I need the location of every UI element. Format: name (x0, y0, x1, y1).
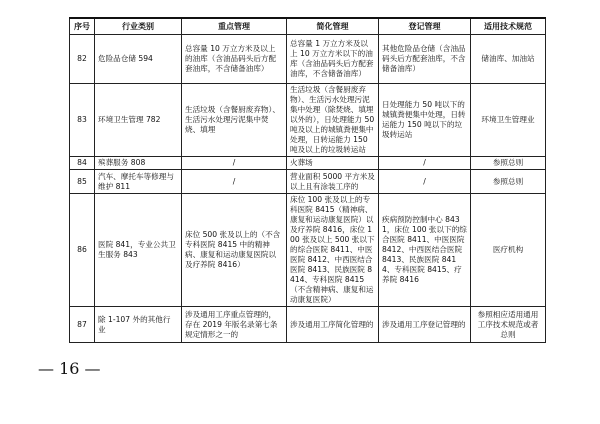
row-key: 生活垃圾（含餐厨废弃物）、生活污水处理污泥集中焚烧、填埋 (182, 84, 287, 157)
row-register: 涉及通用工序登记管理的 (379, 307, 471, 343)
header-simplified-management: 简化管理 (287, 18, 379, 35)
row-spec: 参照总则 (471, 157, 546, 170)
table-row (70, 170, 546, 194)
row-category: 汽车、摩托车等修理与维护 811 (95, 170, 182, 194)
row-spec: 储油库、加油站 (471, 35, 546, 84)
row-no: 83 (70, 84, 95, 157)
table-row (70, 307, 546, 343)
row-simplified: 床位 100 张及以上的专科医院 8415（精神病、康复和运动康复医院）以及疗养院 8416，床位 100 张及以上 500 张以下的综合医院 8411、中医医院 8412、中西医结合医院 8413、民族医院 8414、专科医院 8415（不含精神病、康复和运动康复医院） (287, 194, 379, 307)
table-row (70, 35, 546, 84)
table-row (70, 84, 546, 157)
table-row (70, 157, 546, 170)
row-simplified: 生活垃圾（含餐厨废弃物）、生活污水处理污泥集中处理（除焚烧、填埋以外的），日处理能力 50 吨及以上的城镇粪便集中处理，日转运能力 150 吨及以上的垃圾转运站 (287, 84, 379, 157)
header-applicable-spec: 适用技术规范 (471, 18, 546, 35)
header-registration-management: 登记管理 (379, 18, 471, 35)
row-spec: 医疗机构 (471, 194, 546, 307)
row-key: 涉及通用工序重点管理的，存在 2019 年版名录第七条规定情形之一的 (182, 307, 287, 343)
row-no: 84 (70, 157, 95, 170)
row-simplified: 总容量 1 万立方米及以上 10 万立方米以下的油库（含油品码头后方配套油库，不含储备油库） (287, 35, 379, 84)
row-spec: 参照总则 (471, 170, 546, 194)
row-no: 87 (70, 307, 95, 343)
row-register: 日处理能力 50 吨以下的城镇粪便集中处理，日转运能力 150 吨以下的垃圾转运站 (379, 84, 471, 157)
row-category: 殡葬服务 808 (95, 157, 182, 170)
row-no: 85 (70, 170, 95, 194)
row-key: 总容量 10 万立方米及以上的油库（含油品码头后方配套油库，不含储备油库） (182, 35, 287, 84)
row-no: 86 (70, 194, 95, 307)
row-category: 危险品仓储 594 (95, 35, 182, 84)
header-no: 序号 (70, 18, 95, 35)
row-simplified: 火葬场 (287, 157, 379, 170)
row-category: 环境卫生管理 782 (95, 84, 182, 157)
page-number: — 16 — (38, 359, 101, 378)
row-key: / (182, 170, 287, 194)
row-spec: 参照相应适用通用工序技术规范或者总则 (471, 307, 546, 343)
row-key: 床位 500 张及以上的（不含专科医院 8415 中的精神病、康复和运动康复医院以及疗养院 8416） (182, 194, 287, 307)
row-category: 医院 841，专业公共卫生服务 843 (95, 194, 182, 307)
row-register: / (379, 170, 471, 194)
row-spec: 环境卫生管理业 (471, 84, 546, 157)
row-simplified: 营业面积 5000 平方米及以上且有涂装工序的 (287, 170, 379, 194)
table-row (70, 194, 546, 307)
header-key-management: 重点管理 (182, 18, 287, 35)
row-simplified: 涉及通用工序简化管理的 (287, 307, 379, 343)
row-register: / (379, 157, 471, 170)
header-category: 行业类别 (95, 18, 182, 35)
row-register: 其他危险品仓储（含油品码头后方配套油库，不含储备油库） (379, 35, 471, 84)
row-key: / (182, 157, 287, 170)
table-header-row (70, 18, 546, 35)
industry-management-table (69, 17, 546, 343)
row-no: 82 (70, 35, 95, 84)
row-register: 疾病预防控制中心 8431，床位 100 张以下的综合医院 8411、中医医院 8412、中西医结合医院 8413、民族医院 8414、专科医院 8415、疗养院 8416 (379, 194, 471, 307)
row-category: 除 1-107 外的其他行业 (95, 307, 182, 343)
